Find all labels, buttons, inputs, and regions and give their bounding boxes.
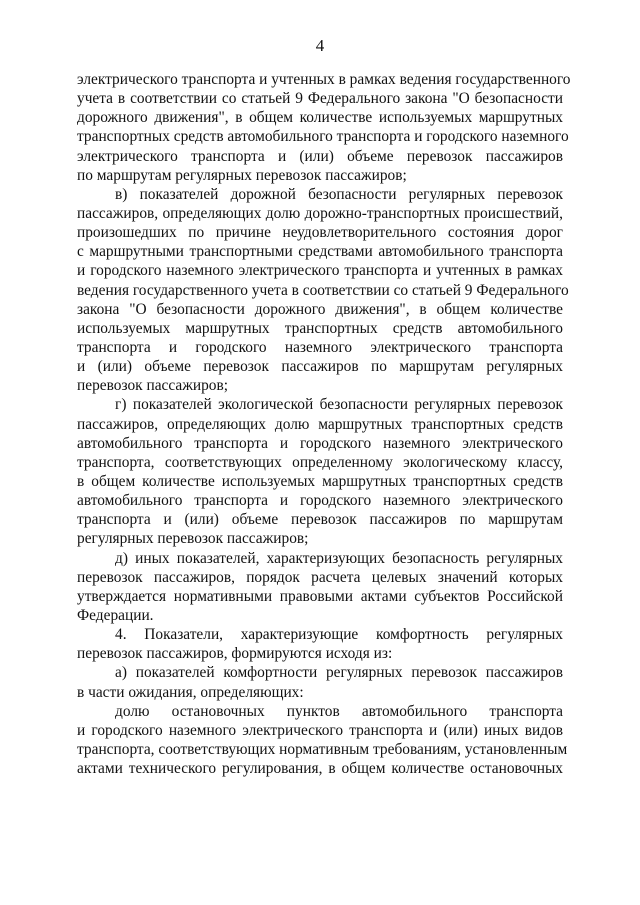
- text-line: пассажиров, определяющих долю маршрутных транспортных средств: [77, 415, 563, 433]
- text-line: д) иных показателей, характеризующих безопасность регулярных: [115, 549, 563, 567]
- text-line: транспорта, соответствующих определенному экологическому классу,: [77, 453, 563, 471]
- text-line: автомобильного транспорта и городского наземного электрического: [77, 492, 563, 510]
- text-line: и городского наземного электрического транспорта и (или) иных видов: [77, 721, 563, 739]
- text-line: автомобильного транспорта и городского наземного электрического: [77, 434, 563, 452]
- text-line: закона "О безопасности дорожного движения", в общем количестве: [77, 300, 563, 318]
- text-line: а) показателей комфортности регулярных перевозок пассажиров: [115, 664, 563, 682]
- text-line: транспортных средств автомобильного транспорта и городского наземного: [77, 128, 569, 146]
- text-line: электрического транспорта и учтенных в рамках ведения государственного: [77, 71, 571, 88]
- text-line: с маршрутными транспортными средствами автомобильного транспорта: [77, 243, 563, 261]
- text-line: актами технического регулирования, в общем количестве остановочных: [77, 760, 563, 778]
- text-line: электрического транспорта и (или) объеме перевозок пассажиров: [77, 147, 563, 165]
- text-line: транспорта и (или) объеме перевозок пассажиров по маршрутам: [77, 511, 563, 529]
- text-line: Федерации.: [77, 606, 154, 624]
- text-line: и (или) объеме перевозок пассажиров по маршрутам регулярных: [77, 358, 563, 376]
- text-line: г) показателей экологической безопасности регулярных перевозок: [115, 396, 563, 414]
- page-number: 4: [315, 36, 325, 55]
- text-line: учета в соответствии со статьей 9 Федерального закона "О безопасности: [77, 90, 563, 108]
- text-line: утверждается нормативными правовыми актами субъектов Российской: [77, 587, 563, 605]
- text-line: дорожного движения", в общем количестве используемых маршрутных: [77, 109, 563, 127]
- document-body: [77, 70, 571, 778]
- text-line: произошедших по причине неудовлетворительного состояния дорог: [77, 224, 563, 242]
- text-line: и городского наземного электрического транспорта и учтенных в рамках: [77, 262, 563, 280]
- text-line: пассажиров, определяющих долю дорожно-транспортных происшествий,: [77, 204, 563, 222]
- text-line: ведения государственного учета в соответствии со статьей 9 Федерального: [77, 281, 569, 299]
- text-line: используемых маршрутных транспортных средств автомобильного: [77, 319, 563, 337]
- text-line: долю остановочных пунктов автомобильного транспорта: [115, 702, 563, 720]
- text-line: регулярных перевозок пассажиров;: [77, 530, 309, 548]
- text-line: транспорта и городского наземного электрического транспорта: [77, 338, 563, 356]
- text-line: в части ожидания, определяющих:: [77, 683, 304, 701]
- text-line: в общем количестве используемых маршрутных транспортных средств: [77, 472, 563, 490]
- text-line: транспорта, соответствующих нормативным требованиям, установленным: [77, 740, 568, 758]
- text-line: перевозок пассажиров, формируются исходя из:: [77, 645, 393, 663]
- text-line: в) показателей дорожной безопасности регулярных перевозок: [115, 185, 563, 203]
- text-line: 4. Показатели, характеризующие комфортность регулярных: [115, 626, 563, 644]
- text-line: перевозок пассажиров, порядок расчета целевых значений которых: [77, 568, 563, 586]
- text-line: по маршрутам регулярных перевозок пассажиров;: [77, 166, 407, 184]
- text-line: перевозок пассажиров;: [77, 377, 229, 395]
